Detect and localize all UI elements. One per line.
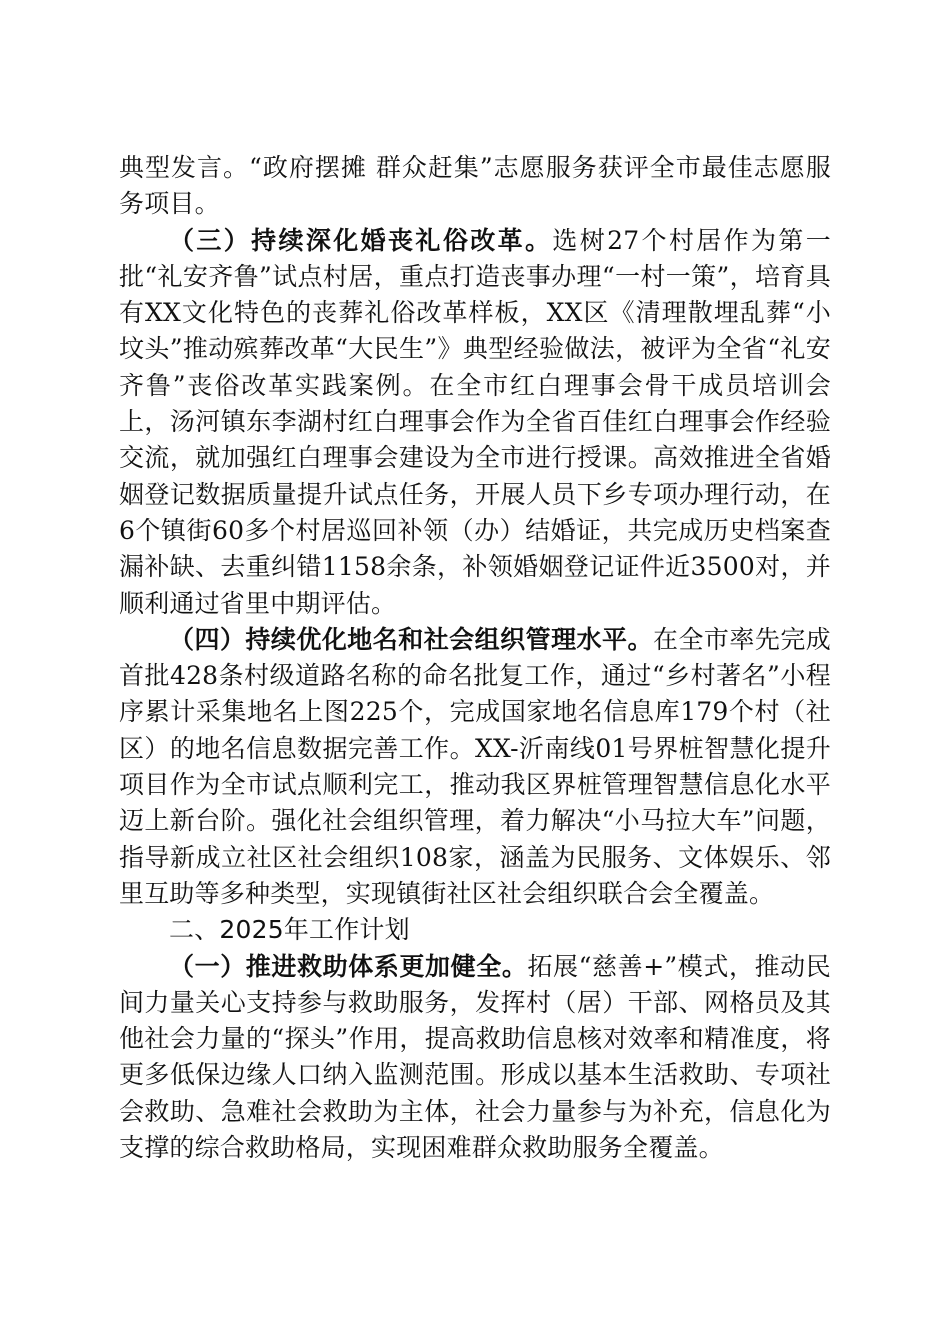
paragraph-continuation — [119, 150, 831, 223]
paragraph-marriage-funeral-reform — [119, 223, 831, 622]
paragraph-body: 在全市率先完成首批428条村级道路名称的命名批复工作，通过“乡村著名”小程序累计采集地名上图225个，完成国家地名信息库179个村（社区）的地名信息数据完善工作。XX-沂南线01号界桩智慧化提升项目作为全市试点顺利完工，推动我区界桩管理智慧信息化水平迈上新台阶。强化社会组织管理，着力解决“小马拉大车”问题，指导新成立社区社会组织108家，涵盖为民服务、文体娱乐、邻里互助等多种类型，实现镇街社区社会组织联合会全覆盖。 — [119, 624, 831, 908]
paragraph-assistance-system — [119, 949, 831, 1167]
paragraph-body: 选树27个村居作为第一批“礼安齐鲁”试点村居，重点打造丧事办理“一村一策”，培育具有XX文化特色的丧葬礼俗改革样板，XX区《清理散埋乱葬“小坟头”推动殡葬改革“大民生”》典型经验做法，被评为全省“礼安齐鲁”丧俗改革实践案例。在全市红白理事会骨干成员培训会上，汤河镇东李湖村红白理事会作为全省百佳红白理事会作经验交流，就加强红白理事会建设为全市进行授课。高效推进全省婚姻登记数据质量提升试点任务，开展人员下乡专项办理行动，在6个镇街60多个村居巡回补领（办）结婚证，共完成历史档案查漏补缺、去重纠错1158余条，补领婚姻登记证件近3500对，并顺利通过省里中期评估。 — [119, 225, 831, 618]
section-heading: 二、2025年工作计划 — [169, 915, 410, 945]
document-page — [119, 150, 831, 1166]
paragraph-body: 典型发言。“政府摆摊 群众赶集”志愿服务获评全市最佳志愿服务项目。 — [119, 153, 831, 219]
paragraph-place-names-social-org — [119, 622, 831, 912]
paragraph-lead: （三）持续深化婚丧礼俗改革。 — [169, 225, 553, 255]
paragraph-lead: （一）推进救助体系更加健全。 — [169, 951, 528, 981]
paragraph-body: 拓展“慈善+”模式，推动民间力量关心支持参与救助服务，发挥村（居）干部、网格员及其他社会力量的“探头”作用，提高救助信息核对效率和精准度，将更多低保边缘人口纳入监测范围。形成以基本生活救助、专项社会救助、急难社会救助为主体，社会力量参与为补充，信息化为支撑的综合救助格局，实现困难群众救助服务全覆盖。 — [119, 951, 831, 1163]
paragraph-lead: （四）持续优化地名和社会组织管理水平。 — [169, 624, 653, 654]
